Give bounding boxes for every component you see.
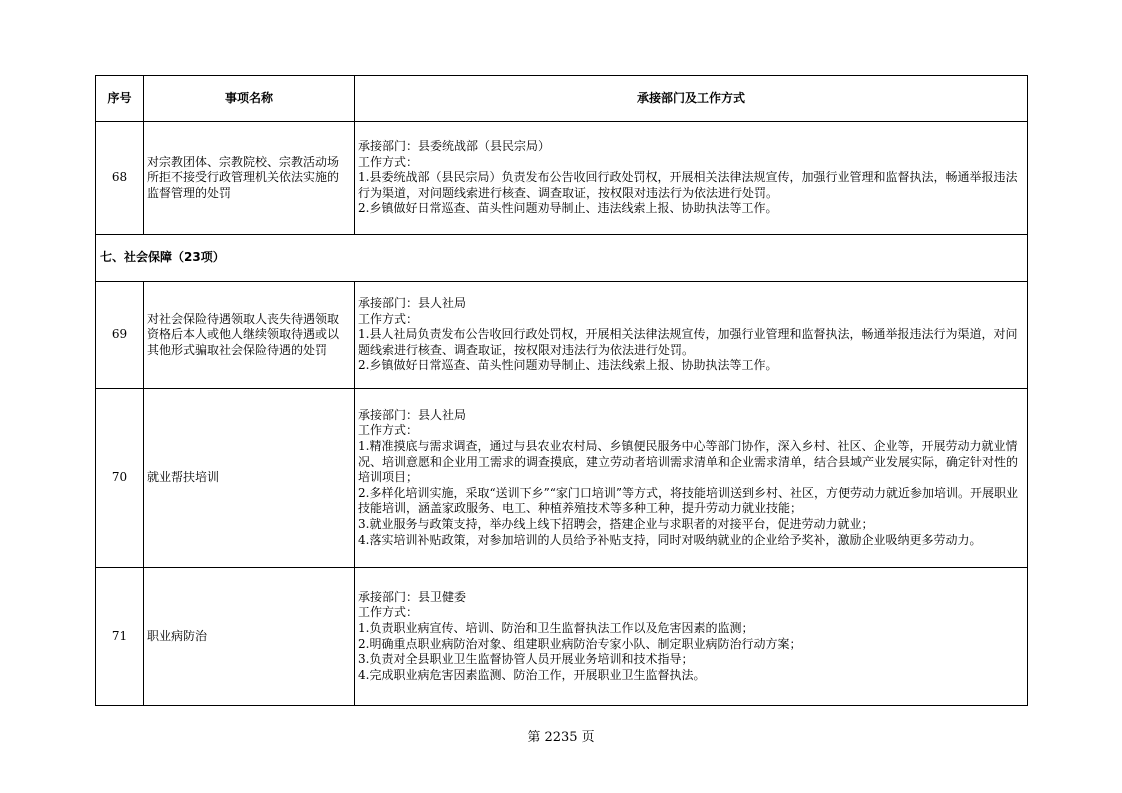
method-line: 2.多样化培训实施，采取“送训下乡”“家门口培训”等方式，将技能培训送到乡村、社区，方便劳动力就近参加培训。开展职业技能培训，涵盖家政服务、电工、种植养殖技术等多种工种，提升劳动力就业技能； — [358, 485, 1018, 516]
method-line: 4.落实培训补贴政策，对参加培训的人员给予补贴支持，同时对吸纳就业的企业给予奖补，激励企业吸纳更多劳动力。 — [358, 532, 982, 547]
page-number: 第 2235 页 — [527, 730, 595, 745]
dept-and-method — [355, 389, 1028, 568]
method-line: 1.负责职业病宣传、培训、防治和卫生监督执法工作以及危害因素的监测； — [358, 620, 754, 635]
row-number: 71 — [96, 568, 144, 706]
method-line: 4.完成职业病危害因素监测、防治工作，开展职业卫生监督执法。 — [358, 667, 706, 682]
section-row — [96, 235, 1028, 282]
item-name: 职业病防治 — [144, 568, 355, 706]
table-row-68 — [96, 122, 1028, 235]
method-line: 1.县人社局负责发布公告收回行政处罚权，开展相关法律法规宣传，加强行业管理和监督执法，畅通举报违法行为渠道，对问题线索进行核查、调查取证，按权限对违法行为依法进行处罚。 — [358, 327, 1018, 357]
method-line: 3.负责对全县职业卫生监督协管人员开展业务培训和技术指导； — [358, 652, 694, 667]
dept-line: 承接部门：县卫健委 — [358, 589, 467, 604]
row-number: 70 — [96, 389, 144, 568]
method-line: 1.精准摸底与需求调查，通过与县农业农村局、乡镇便民服务中心等部门协作，深入乡村、社区、企业等，开展劳动力就业情况、培训意愿和企业用工需求的调查摸底，建立劳动者培训需求清单和企业需求清单，结合县域产业发展实际，确定针对性的培训项目； — [358, 439, 1019, 485]
mode-label: 工作方式： — [358, 423, 419, 438]
table-row-71 — [96, 568, 1028, 706]
mode-label: 工作方式： — [358, 311, 419, 326]
method-line: 2.乡镇做好日常巡查、苗头性问题劝导制止、违法线索上报、协助执法等工作。 — [358, 358, 778, 373]
mode-label: 工作方式： — [358, 605, 419, 620]
table-header-row — [96, 76, 1028, 122]
method-line: 2.乡镇做好日常巡查、苗头性问题劝导制止、违法线索上报、协助执法等工作。 — [358, 201, 778, 216]
header-name: 事项名称 — [144, 76, 355, 122]
dept-line: 承接部门：县人社局 — [358, 296, 467, 311]
row-number: 69 — [96, 282, 144, 389]
dept-line: 承接部门：县人社局 — [358, 407, 467, 422]
header-method: 承接部门及工作方式 — [355, 76, 1028, 122]
method-line: 3.就业服务与政策支持，举办线上线下招聘会，搭建企业与求职者的对接平台，促进劳动力就业； — [358, 516, 874, 531]
dept-line: 承接部门：县委统战部（县民宗局） — [358, 139, 551, 154]
item-name: 就业帮扶培训 — [144, 389, 355, 568]
table-row-69 — [96, 282, 1028, 389]
table-row-70 — [96, 389, 1028, 568]
method-line: 2.明确重点职业病防治对象、组建职业病防治专家小队、制定职业病防治行动方案； — [358, 636, 802, 651]
header-no: 序号 — [96, 76, 144, 122]
dept-and-method — [355, 122, 1028, 235]
dept-and-method — [355, 282, 1028, 389]
item-name: 对宗教团体、宗教院校、宗教活动场所拒不接受行政管理机关依法实施的监督管理的处罚 — [144, 122, 355, 235]
dept-and-method — [355, 568, 1028, 706]
mode-label: 工作方式： — [358, 154, 419, 169]
policy-table — [95, 75, 1028, 706]
method-line: 1.县委统战部（县民宗局）负责发布公告收回行政处罚权，开展相关法律法规宣传，加强行业管理和监督执法，畅通举报违法行为渠道，对问题线索进行核查、调查取证，按权限对违法行为依法进行处罚。 — [358, 170, 1018, 200]
item-name: 对社会保险待遇领取人丧失待遇领取资格后本人或他人继续领取待遇或以其他形式骗取社会保险待遇的处罚 — [144, 282, 355, 389]
section-title: 七、社会保障（23项） — [96, 235, 1028, 282]
row-number: 68 — [96, 122, 144, 235]
